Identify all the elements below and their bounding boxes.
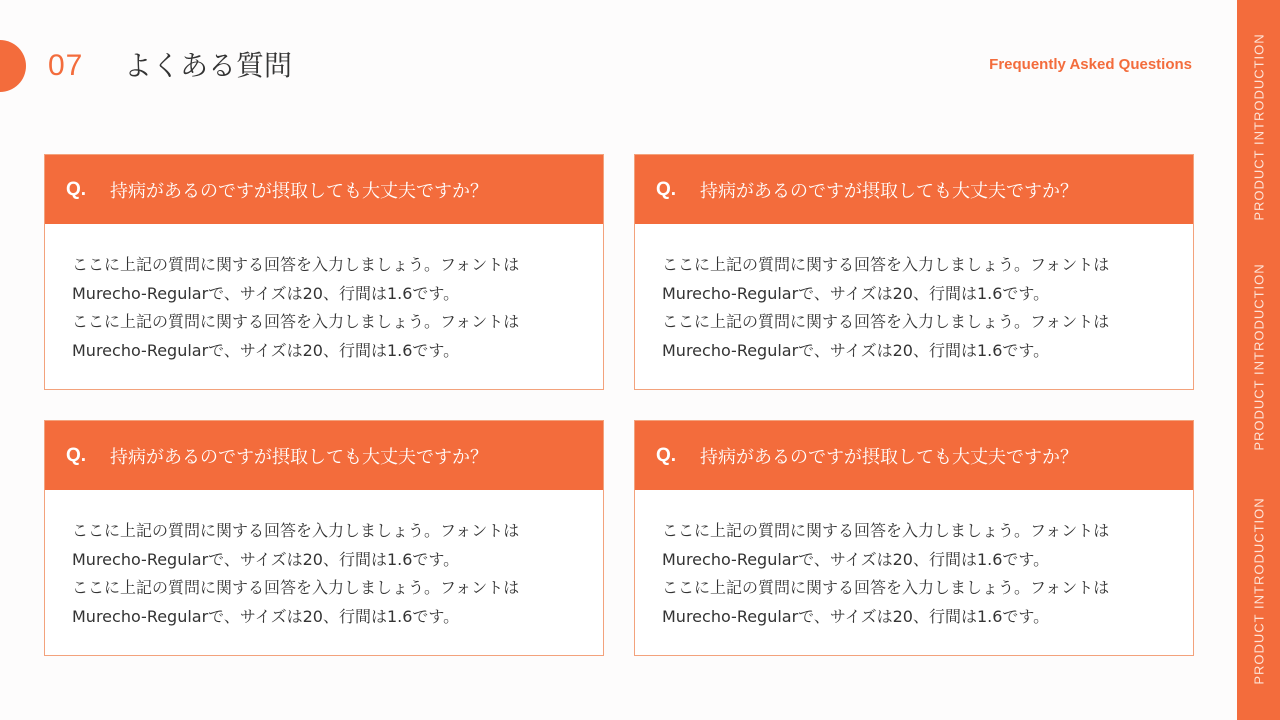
side-label: PRODUCT INTRODUCTION [1251, 263, 1267, 451]
page-title: よくある質問 [124, 49, 293, 82]
accent-circle [0, 40, 26, 92]
faq-answer [635, 224, 1193, 365]
side-label: PRODUCT INTRODUCTION [1251, 33, 1267, 221]
answer-line: Murecho-Regularで、サイズは20、行間は1.6です。 [72, 549, 460, 569]
side-label: PRODUCT INTRODUCTION [1251, 497, 1267, 685]
page-subtitle: Frequently Asked Questions [989, 56, 1192, 73]
answer-line: Murecho-Regularで、サイズは20、行間は1.6です。 [72, 606, 460, 626]
faq-question: 持病があるのですが摂取しても大丈夫ですか？ [110, 180, 488, 202]
answer-line: Murecho-Regularで、サイズは20、行間は1.6です。 [72, 283, 460, 303]
question-mark-label: Q. [656, 178, 677, 200]
question-mark-label: Q. [656, 444, 677, 466]
answer-line: ここに上記の質問に関する回答を入力しましょう。フォントは [72, 578, 520, 597]
faq-question-bar [635, 421, 1193, 490]
answer-line: Murecho-Regularで、サイズは20、行間は1.6です。 [662, 606, 1050, 626]
faq-question-bar [45, 155, 603, 224]
side-band [1237, 0, 1280, 720]
faq-question: 持病があるのですが摂取しても大丈夫ですか？ [700, 446, 1078, 468]
answer-line: ここに上記の質問に関する回答を入力しましょう。フォントは [662, 521, 1110, 540]
faq-card [44, 154, 604, 390]
faq-answer [45, 490, 603, 631]
answer-line: Murecho-Regularで、サイズは20、行間は1.6です。 [72, 340, 460, 360]
faq-card [634, 420, 1194, 656]
question-mark-label: Q. [66, 444, 87, 466]
question-mark-label: Q. [66, 178, 87, 200]
faq-question: 持病があるのですが摂取しても大丈夫ですか？ [110, 446, 488, 468]
answer-line: ここに上記の質問に関する回答を入力しましょう。フォントは [72, 312, 520, 331]
answer-line: ここに上記の質問に関する回答を入力しましょう。フォントは [72, 521, 520, 540]
answer-line: ここに上記の質問に関する回答を入力しましょう。フォントは [662, 578, 1110, 597]
faq-card [44, 420, 604, 656]
answer-line: Murecho-Regularで、サイズは20、行間は1.6です。 [662, 549, 1050, 569]
answer-line: ここに上記の質問に関する回答を入力しましょう。フォントは [72, 255, 520, 274]
faq-answer [45, 224, 603, 365]
faq-card [634, 154, 1194, 390]
faq-answer [635, 490, 1193, 631]
faq-question: 持病があるのですが摂取しても大丈夫ですか？ [700, 180, 1078, 202]
answer-line: Murecho-Regularで、サイズは20、行間は1.6です。 [662, 340, 1050, 360]
answer-line: ここに上記の質問に関する回答を入力しましょう。フォントは [662, 255, 1110, 274]
answer-line: Murecho-Regularで、サイズは20、行間は1.6です。 [662, 283, 1050, 303]
faq-question-bar [45, 421, 603, 490]
answer-line: ここに上記の質問に関する回答を入力しましょう。フォントは [662, 312, 1110, 331]
faq-question-bar [635, 155, 1193, 224]
section-number: 07 [48, 49, 84, 82]
